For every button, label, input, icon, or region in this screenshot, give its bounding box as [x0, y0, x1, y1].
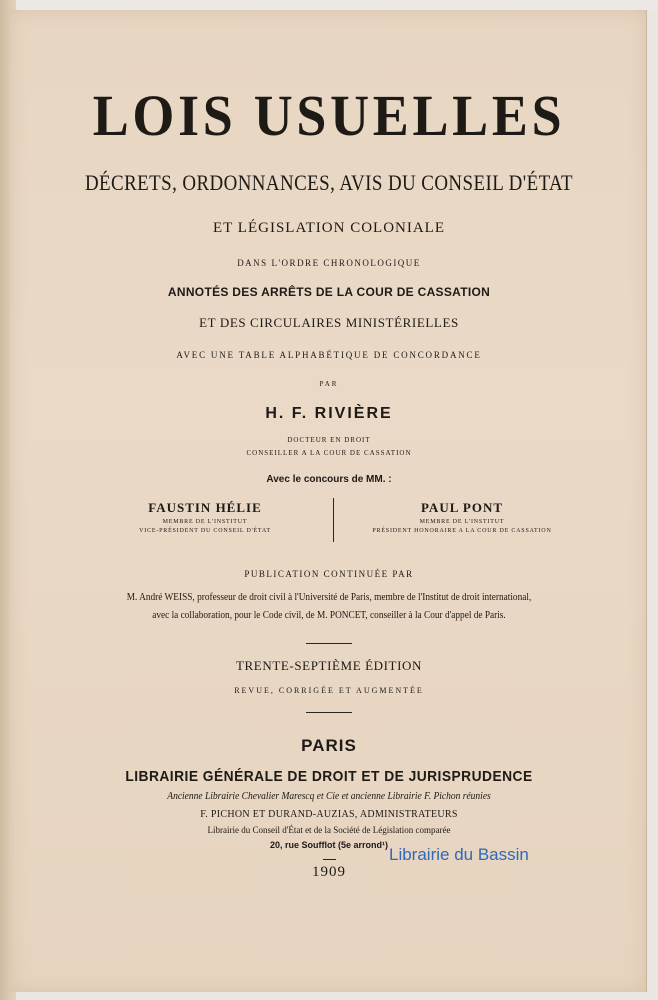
- collaborator-name: FAUSTIN HÉLIE: [148, 500, 262, 515]
- subtitle-annotes: ANNOTÉS DES ARRÊTS DE LA COUR DE CASSATION: [167, 285, 491, 299]
- collaborator-name: PAUL PONT: [420, 500, 504, 515]
- author-name: H. F. RIVIÈRE: [265, 405, 393, 422]
- author-degree: DOCTEUR EN DROIT: [287, 436, 371, 444]
- collaborator-role: VICE-PRÉSIDENT DU CONSEIL D'ÉTAT: [139, 528, 271, 534]
- continuation-line-2: avec la collaboration, pour le Code civil, de M. PONCET, conseiller à la Cour d'appel de Paris.: [152, 610, 506, 621]
- publisher-affiliation: Librairie du Conseil d'État et de la Société de Législation comparée: [207, 825, 451, 835]
- publisher-city: PARIS: [301, 736, 357, 755]
- publisher-address: 20, rue Soufflot (5e arrond¹): [269, 840, 388, 850]
- continuation-heading: PUBLICATION CONTINUÉE PAR: [244, 569, 414, 579]
- column-divider: [333, 498, 334, 542]
- collaborator-title: MEMBRE DE L'INSTITUT: [419, 519, 505, 525]
- subtitle-decrets: DÉCRETS, ORDONNANCES, AVIS DU CONSEIL D'ÉTAT: [84, 170, 574, 195]
- continuation-line-1: M. André WEISS, professeur de droit civil à l'Université de Paris, membre de l'Institut de droit international,: [126, 592, 532, 603]
- subtitle-ordre: DANS L'ORDRE CHRONOLOGIQUE: [237, 258, 421, 268]
- publisher-name: LIBRAIRIE GÉNÉRALE DE DROIT ET DE JURISPRUDENCE: [125, 768, 533, 785]
- collaborator-pont: [362, 500, 562, 534]
- divider-rule: [306, 643, 352, 644]
- edition-label: TRENTE-SEPTIÈME ÉDITION: [235, 658, 423, 673]
- subtitle-table: AVEC UNE TABLE ALPHABÉTIQUE DE CONCORDANCE: [176, 350, 482, 360]
- subtitle-legislation: ET LÉGISLATION COLONIALE: [212, 220, 446, 236]
- watermark-text: Librairie du Bassin: [389, 845, 529, 864]
- subtitle-circulaires: ET DES CIRCULAIRES MINISTÉRIELLES: [199, 315, 459, 330]
- collaborator-role: PRÉSIDENT HONORAIRE A LA COUR DE CASSATION: [372, 528, 552, 534]
- publisher-admins: F. PICHON ET DURAND-AUZIAS, ADMINISTRATEURS: [200, 809, 458, 820]
- book-title: LOIS USUELLES: [92, 83, 566, 148]
- par-label: PAR: [319, 380, 339, 388]
- author-position: CONSEILLER A LA COUR DE CASSATION: [246, 449, 412, 457]
- concours-line: Avec le concours de MM. :: [266, 474, 392, 485]
- publication-year: 1909: [312, 864, 346, 880]
- divider-rule: [323, 859, 336, 860]
- collaborator-helie: [110, 500, 300, 534]
- revision-label: REVUE, CORRIGÉE ET AUGMENTÉE: [234, 686, 424, 695]
- collaborator-title: MEMBRE DE L'INSTITUT: [162, 519, 248, 525]
- divider-rule: [306, 712, 352, 713]
- publisher-former: Ancienne Librairie Chevalier Marescq et Cie et ancienne Librairie F. Pichon réunies: [167, 791, 491, 802]
